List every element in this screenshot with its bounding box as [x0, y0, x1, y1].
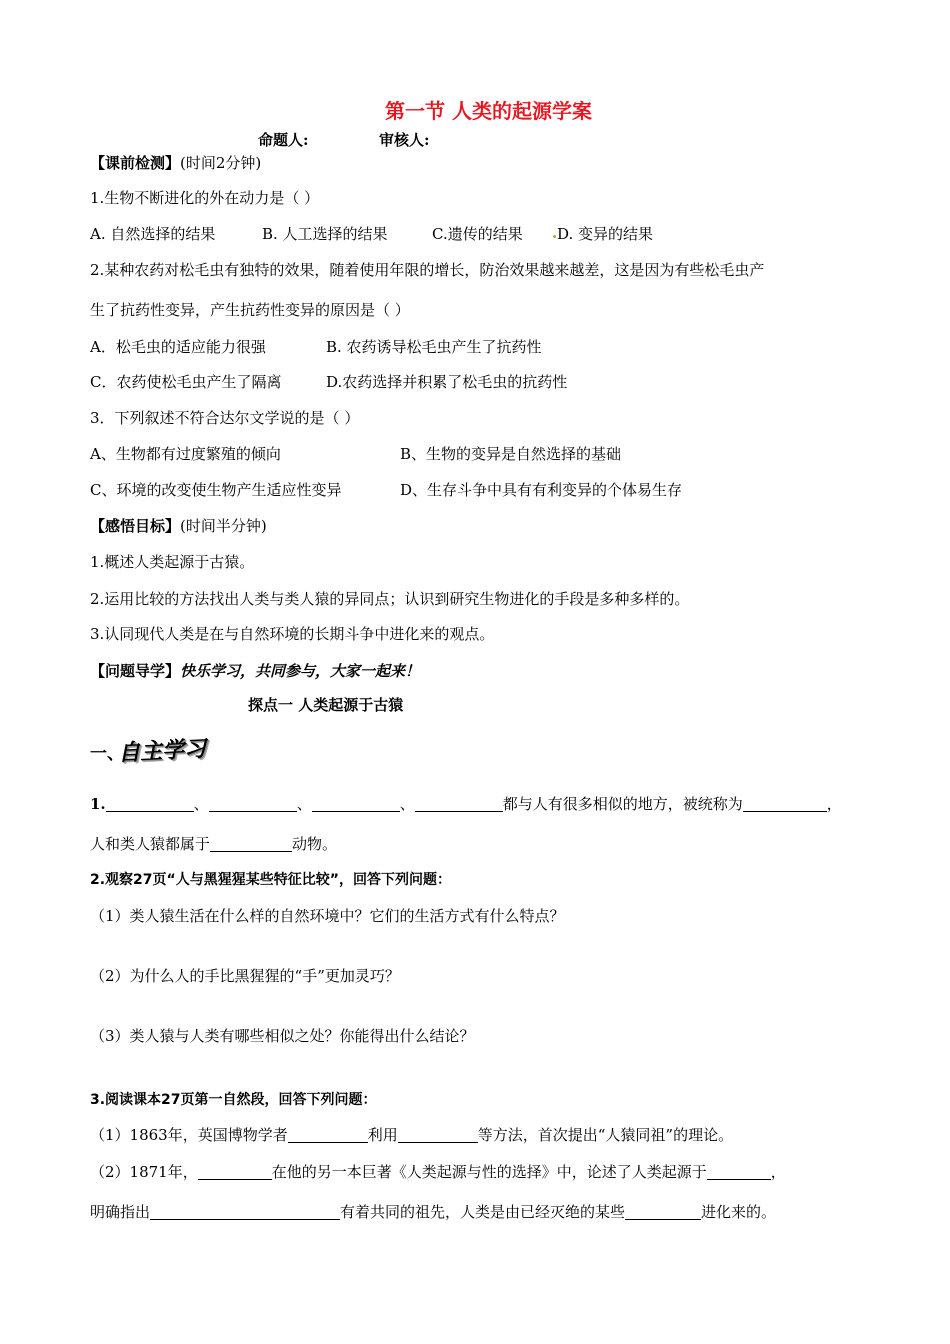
guide-title: 【问题导学】	[90, 662, 181, 680]
s2-header: 2.观察27页“人与黑猩猩某些特征比较”，回答下列问题：	[90, 872, 451, 888]
q3-option-a: A、生物都有过度繁殖的倾向	[90, 445, 281, 463]
self-study-prefix: 一、	[90, 744, 124, 764]
q3-options-row1	[90, 444, 621, 464]
goals-header	[90, 516, 267, 536]
pretest-header	[90, 153, 261, 173]
q2-stem-2: 生了抗药性变异，产生抗药性变异的原因是（ ）	[90, 301, 410, 319]
q2-options-row2	[90, 372, 567, 392]
q3-options-row2	[90, 480, 682, 500]
s2-question: （3）类人猿与人类有哪些相似之处？你能得出什么结论？	[90, 1027, 475, 1045]
blank[interactable]	[743, 795, 827, 812]
s3-line3	[90, 1202, 776, 1222]
section1-title: 探点一 人类起源于古猿	[248, 696, 404, 714]
s3-l1-c: 等方法，首次提出“人猿同祖”的理论。	[477, 1126, 734, 1144]
q1-option-a: A. 自然选择的结果	[90, 225, 216, 243]
q3-stem: 3．下列叙述不符合达尔文学说的是（ ）	[90, 409, 360, 427]
q1-option-c: C.遗传的结果	[432, 225, 523, 243]
authors-line	[258, 130, 430, 150]
q2-options-row1	[90, 337, 542, 357]
q2-option-a: A．松毛虫的适应能力很强	[90, 338, 266, 356]
q3-option-d: D、生存斗争中具有有利变异的个体易生存	[400, 481, 683, 499]
goals-time: (时间半分钟)	[180, 517, 267, 535]
q2-stem-1: 2.某种农药对松毛虫有独特的效果，随着使用年限的增长，防治效果越来越差，这是因为有些松毛虫产	[90, 261, 765, 279]
blank[interactable]	[209, 795, 297, 812]
s3-l2-c: ，	[770, 1163, 786, 1181]
s3-line1	[90, 1125, 733, 1145]
s1-line2	[90, 834, 337, 854]
blank[interactable]	[210, 835, 292, 852]
blank[interactable]	[625, 1203, 701, 1220]
blank[interactable]	[198, 1163, 272, 1180]
s1-end: ，	[826, 795, 842, 813]
s3-l2-b: 在他的另一本巨著《人类起源与性的选择》中，论述了人类起源于	[271, 1163, 707, 1181]
q2-option-b: B. 农药诱导松毛虫产生了抗药性	[326, 338, 542, 356]
s3-l1-b: 利用	[367, 1126, 398, 1144]
s3-l2-a: （2）1871年，	[90, 1163, 198, 1181]
s1-line1	[90, 794, 842, 814]
q2-option-c: C．农药使松毛虫产生了隔离	[90, 373, 282, 391]
blank[interactable]	[288, 1126, 368, 1143]
s3-line2	[90, 1162, 786, 1182]
s3-header: 3.阅读课本27页第一自然段，回答下列问题：	[90, 1092, 377, 1108]
separator: 、	[296, 795, 312, 813]
blank[interactable]	[398, 1126, 478, 1143]
s1-mid-text: 都与人有很多相似的地方，被统称为	[502, 795, 743, 813]
s2-question: （1）类人猿生活在什么样的自然环境中？它们的生活方式有什么特点？	[90, 907, 565, 925]
q1-stem: 1.生物不断进化的外在动力是（ ）	[90, 189, 320, 207]
guide-header	[90, 661, 420, 681]
goal-item: 1.概述人类起源于古猿。	[90, 553, 255, 571]
blank[interactable]	[106, 795, 194, 812]
guide-slogan: 快乐学习，共同参与，大家一起来！	[180, 662, 421, 680]
q1-options	[90, 224, 653, 244]
s1-line2-a: 人和类人猿都属于	[90, 835, 211, 853]
blank[interactable]	[150, 1203, 340, 1220]
self-study-label: 自主学习	[117, 736, 207, 767]
reviewer-label: 审核人:	[379, 131, 430, 149]
s3-l3-c: 进化来的。	[701, 1203, 777, 1221]
q1-option-b: B. 人工选择的结果	[262, 225, 388, 243]
page-title: 第一节 人类的起源学案	[385, 99, 592, 123]
separator: 、	[399, 795, 415, 813]
s3-l3-b: 有着共同的祖先，人类是由已经灭绝的某些	[340, 1203, 626, 1221]
s1-number: 1.	[90, 795, 106, 813]
goal-item: 2.运用比较的方法找出人类与类人猿的异同点；认识到研究生物进化的手段是多种多样的。	[90, 590, 690, 608]
s3-l3-a: 明确指出	[90, 1203, 151, 1221]
blank[interactable]	[312, 795, 400, 812]
q3-option-b: B、生物的变异是自然选择的基础	[400, 445, 622, 463]
q1-option-d: D. 变异的结果	[557, 225, 654, 243]
pretest-title: 【课前检测】	[90, 154, 181, 172]
q3-option-c: C、环境的改变使生物产生适应性变异	[90, 481, 342, 499]
s3-l1-a: （1）1863年，英国博物学者	[90, 1126, 288, 1144]
setter-label: 命题人:	[258, 131, 309, 149]
separator: 、	[193, 795, 209, 813]
s1-line2-b: 动物。	[292, 835, 338, 853]
goal-item: 3.认同现代人类是在与自然环境的长期斗争中进化来的观点。	[90, 625, 495, 643]
pretest-time: (时间2分钟)	[180, 154, 262, 172]
stray-dot	[553, 235, 556, 238]
goals-title: 【感悟目标】	[90, 517, 181, 535]
s2-question: （2）为什么人的手比黑猩猩的“手”更加灵巧？	[90, 967, 400, 985]
blank[interactable]	[415, 795, 503, 812]
q2-option-d: D.农药选择并积累了松毛虫的抗药性	[326, 373, 568, 391]
blank[interactable]	[707, 1163, 771, 1180]
